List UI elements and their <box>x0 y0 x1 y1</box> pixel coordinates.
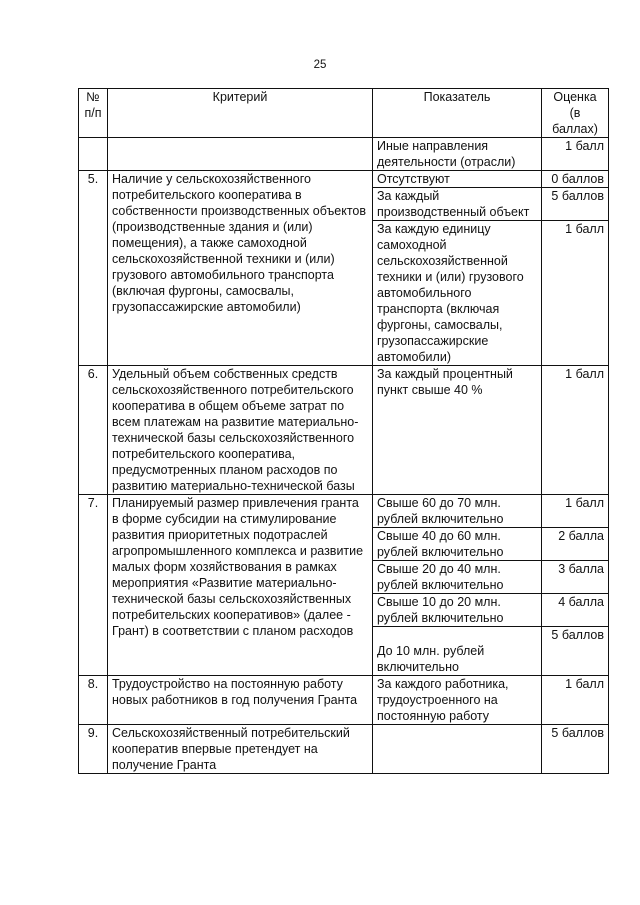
score-cell: 5 баллов <box>542 725 609 774</box>
score-cell: 5 баллов <box>542 188 609 221</box>
indicator-cell: Свыше 60 до 70 млн. рублей включительно <box>373 495 542 528</box>
score-cell: 0 баллов <box>542 171 609 188</box>
table-row <box>79 725 609 774</box>
table-row <box>79 171 609 188</box>
indicator-cell <box>373 725 542 774</box>
indicator-cell: За каждую единицу самоходной сельскохозяйственной техники и (или) грузового автомобильного транспорта (включая фургоны, самосвалы, грузопассажирские автомобили) <box>373 221 542 366</box>
table-header-row <box>79 89 609 138</box>
indicator-cell: За каждый производственный объект <box>373 188 542 221</box>
criteria-table <box>78 88 609 774</box>
criterion-cell: Удельный объем собственных средств сельскохозяйственного потребительского кооператива в общем объеме затрат по всем платежам на развитие материально-технической базы сельскохозяйственного потребительского кооператива, предусмотренных планом расходов по развитию материально-технической базы <box>108 366 373 495</box>
table-row <box>79 495 609 528</box>
criterion-cell: Планируемый размер привлечения гранта в форме субсидии на стимулирование развития приоритетных подотраслей агропромышленного комплекса и развитие малых форм хозяйствования в рамках мероприятия «Развитие материально-технической базы сельскохозяйственных потребительских кооперативов» (далее - Грант) в соответствии с планом расходов <box>108 495 373 676</box>
row-number: 9. <box>79 725 108 774</box>
score-cell: 2 балла <box>542 528 609 561</box>
indicator-cell: Свыше 10 до 20 млн. рублей включительно <box>373 594 542 627</box>
header-score: Оценка (в баллах) <box>542 89 609 138</box>
score-cell: 1 балл <box>542 366 609 495</box>
indicator-cell: За каждый процентный пункт свыше 40 % <box>373 366 542 495</box>
indicator-cell: Иные направления деятельности (отрасли) <box>373 138 542 171</box>
header-criterion: Критерий <box>108 89 373 138</box>
indicator-cell: За каждого работника, трудоустроенного на постоянную работу <box>373 676 542 725</box>
row-number: 7. <box>79 495 108 676</box>
score-cell: 5 баллов <box>542 627 609 676</box>
row-number: 6. <box>79 366 108 495</box>
score-cell: 4 балла <box>542 594 609 627</box>
score-cell: 1 балл <box>542 676 609 725</box>
score-cell: 1 балл <box>542 138 609 171</box>
indicator-cell: Отсутствуют <box>373 171 542 188</box>
table-row <box>79 138 609 171</box>
criterion-cell: Сельскохозяйственный потребительский кооператив впервые претендует на получение Гранта <box>108 725 373 774</box>
criterion-cell <box>108 138 373 171</box>
header-num: № п/п <box>79 89 108 138</box>
indicator-cell: Свыше 40 до 60 млн. рублей включительно <box>373 528 542 561</box>
criterion-cell: Наличие у сельскохозяйственного потребительского кооператива в собственности производственных объектов (производственные здания и (или) помещения), а также самоходной сельскохозяйственной техники и (или) грузового автомобильного транспорта (включая фургоны, самосвалы, грузопассажирские автомобили) <box>108 171 373 366</box>
row-number <box>79 138 108 171</box>
criterion-cell: Трудоустройство на постоянную работу новых работников в год получения Гранта <box>108 676 373 725</box>
score-cell: 1 балл <box>542 495 609 528</box>
indicator-cell: Свыше 20 до 40 млн. рублей включительно <box>373 561 542 594</box>
header-indicator: Показатель <box>373 89 542 138</box>
row-number: 5. <box>79 171 108 366</box>
indicator-cell: До 10 млн. рублей включительно <box>373 627 542 676</box>
score-cell: 3 балла <box>542 561 609 594</box>
table-row <box>79 366 609 495</box>
score-cell: 1 балл <box>542 221 609 366</box>
row-number: 8. <box>79 676 108 725</box>
page-number: 25 <box>313 59 327 71</box>
table-row <box>79 676 609 725</box>
